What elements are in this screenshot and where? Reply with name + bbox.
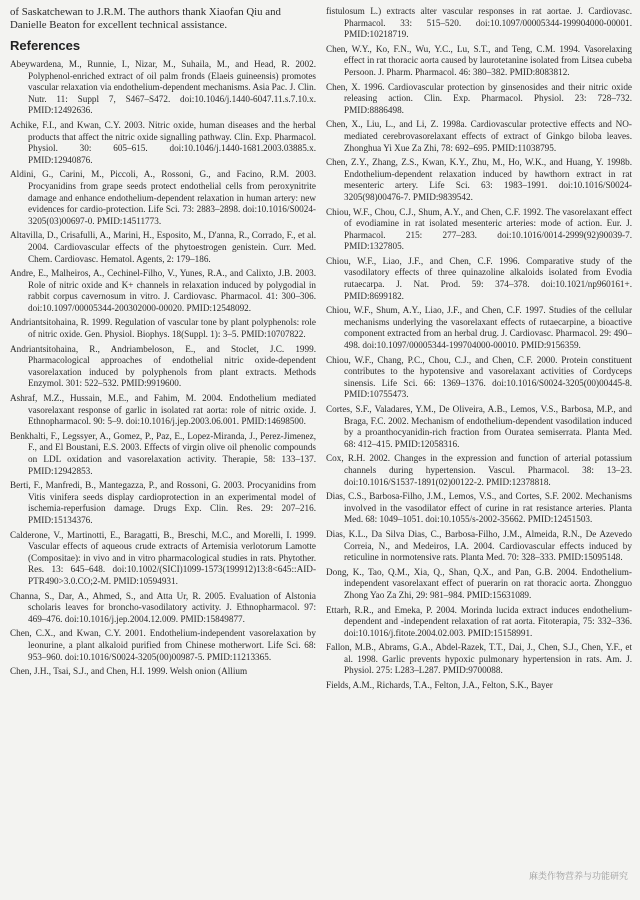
reference-entry: Chen, X. 1996. Cardiovascular protection by ginsenosides and their nitric oxide releasing action. Clin. Exp. Pharmacol. Physiol. 23: 728–732. PMID:8886498. — [326, 81, 632, 115]
reference-entry: Fields, A.M., Richards, T.A., Felton, J.A., Felton, S.K., Bayer — [326, 680, 553, 691]
left-column — [10, 6, 316, 900]
left-reference-list — [10, 59, 316, 678]
reference-entry: Chiou, W.F., Shum, A.Y., Liao, J.F., and Chen, C.F. 1997. Studies of the cellular mechanisms underlying the vasorelaxant effects of rutaecarpine, a bioactive component extracted from an herbal drug. J. Cardiovasc. Pharmacol. 29: 490–498. doi:10.1097/00005344-199704000-00010. PMID:9156359. — [326, 305, 632, 351]
reference-entry: Benkhalti, F., Legssyer, A., Gomez, P., Paz, E., Lopez-Miranda, J., Perez-Jimenez, F., and El Boustani, E.S. 2003. Effects of virgin olive oil phenolic compounds on LDL oxidation and vasorelaxation activity. Therapie, 58: 133–137. PMID:12942853. — [10, 430, 316, 476]
reference-entry: Calderone, V., Martinotti, E., Baragatti, B., Breschi, M.C., and Morelli, I. 1999. Vascular effects of aqueous crude extracts of Artemisia verlotorum Lamotte (Compositae): in vivo and in vitro pharmacological studies in rats. Phytother. Res. 13: 645–648. doi:10.1002/(SICI)1099-1573(199912)13:8<645::AID-PTR490>3.0.CO;2-M. PMID:10594931. — [10, 529, 316, 586]
reference-entry: Altavilla, D., Crisafulli, A., Marini, H., Esposito, M., D'anna, R., Corrado, F., et al. 2004. Cardiovascular effects of the phytoestrogen genistein. Curr. Med. Chem. Cardiovasc. Hematol. Agents, 2: 179–186. — [10, 230, 316, 264]
reference-entry: Fallon, M.B., Abrams, G.A., Abdel-Razek, T.T., Dai, J., Chen, S.J., Chen, Y.F., et al. 1998. Garlic prevents hypoxic pulmonary hypertension in rats. Am. J. Physiol. 275: L283–L287. PMID:9700088. — [326, 642, 632, 676]
two-column-layout — [10, 6, 632, 900]
reference-entry: Andriantsitohaina, R. 1999. Regulation of vascular tone by plant polyphenols: role of nitric oxide. Gen. Physiol. Biophys. 18(Suppl. 1): 3–5. PMID:10707822. — [10, 317, 316, 340]
watermark-text: 麻类作物营养与功能研究 — [528, 872, 628, 882]
reference-entry: Ettarh, R.R., and Emeka, P. 2004. Morinda lucida extract induces endothelium-dependent and -independent relaxation of rat aorta. Fitoterapia, 75: 332–336. doi:10.1016/j.fitote.2004.02.003. PMID:15158991. — [326, 604, 632, 638]
reference-entry: Ashraf, M.Z., Hussain, M.E., and Fahim, M. 2004. Endothelium mediated vasorelaxant response of garlic in isolated rat aorta: role of nitric oxide. J. Ethnopharmacol. 90: 5–9. doi:10.1016/j.jep.2003.06.001. PMID:14698500. — [10, 393, 316, 427]
reference-entry: Andre, E., Malheiros, A., Cechinel-Filho, V., Yunes, R.A., and Calixto, J.B. 2003. Role of nitric oxide and K+ channels in relaxation induced by polygodial in rabbit corpus cavernosum in vitro. J. Cardiovasc. Pharmacol. 41: 300–306. doi:10.1097/00005344-200302000-00020. PMID:12548092. — [10, 268, 316, 313]
references-heading: References — [10, 38, 81, 53]
acknowledgement-text: of Saskatchewan to J.R.M. The authors thank Xiaofan Qiu and Danielle Beaton for excellent technical assistance. — [10, 6, 281, 31]
reference-entry: Andriantsitohaina, R., Andriambeloson, E., and Stoclet, J.C. 1999. Pharmacological approaches of endothelial nitric oxide-dependent vasorelaxation induced by polyphenols from plant extracts. Methods Enzymol. 301: 522–532. PMID:9919600. — [10, 343, 316, 389]
reference-entry: Chiou, W.F., Chang, P.C., Chou, C.J., and Chen, C.F. 2000. Protein constituent contributes to the hypotensive and vasorelaxant activities of Cordyceps sinensis. Life Sci. 66: 1369–1376. doi:10.1016/S0024-3205(00)00445-8. PMID:10755473. — [326, 354, 632, 400]
reference-entry: Chen, X., Liu, L., and Li, Z. 1998a. Cardiovascular protective effects and NO-mediated cerebrovasorelaxant effects of extract of Ginkgo biloba leaves. Zhonghua Yi Xue Za Zhi, 78: 692–695. PMID:11038795. — [326, 119, 632, 153]
reference-entry: Chen, Z.Y., Zhang, Z.S., Kwan, K.Y., Zhu, M., Ho, W.K., and Huang, Y. 1998b. Endothelium-dependent relaxation induced by hawthorn extract in rat mesenteric artery. Life Sci. 63: 1983–1991. doi:10.1016/S0024-3205(98)00476-7. PMID:9839542. — [326, 157, 632, 202]
reference-entry: Chen, J.H., Tsai, S.J., and Chen, H.I. 1999. Welsh onion (Allium — [10, 666, 248, 677]
right-reference-list — [326, 6, 632, 692]
reference-entry: Abeywardena, M., Runnie, I., Nizar, M., Suhaila, M., and Head, R. 2002. Polyphenol-enriched extract of oil palm fronds (Elaeis guineensis) promotes vascular relaxation via endothelium-dependent mechanisms. Asia Pac. J. Clin. Nutr. 11: Suppl 7, S467–S472. doi:10.1046/j.1440-6047.11.s.7.10.x. PMID:12492636. — [10, 59, 316, 116]
right-column — [326, 6, 632, 900]
reference-entry: Cortes, S.F., Valadares, Y.M., De Oliveira, A.B., Lemos, V.S., Barbosa, M.P., and Braga, F.C. 2002. Mechanism of endothelium-dependent vasodilation induced by a proanthocyanidin-rich fraction from Ouratea semiserrata. Planta Med. 68: 412–415. PMID:12058316. — [326, 404, 632, 449]
reference-entry: Aldini, G., Carini, M., Piccoli, A., Rossoni, G., and Facino, R.M. 2003. Procyanidins from grape seeds protect endothelial cells from peroxynitrite damage and enhance endothelium-dependent relaxation in human artery: new evidences for cardio-protection. Life Sci. 73: 2883–2898. doi:10.1016/S0024-3205(03)00697-0. PMID:14511773. — [10, 169, 316, 226]
reference-entry: Chen, W.Y., Ko, F.N., Wu, Y.C., Lu, S.T., and Teng, C.M. 1994. Vasorelaxing effect in rat thoracic aorta caused by laurotetanine isolated from Litsea cubeba Persoon. J. Pharm. Pharmacol. 46: 380–382. PMID:8083812. — [326, 43, 632, 77]
reference-entry: Chiou, W.F., Liao, J.F., and Chen, C.F. 1996. Comparative study of the vasodilatory effects of three quinazoline alkaloids isolated from Evodia rutaecarpa. J. Nat. Prod. 59: 374–378. doi:10.1021/np960161+. PMID:8699182. — [326, 255, 632, 301]
reference-entry: Achike, F.I., and Kwan, C.Y. 2003. Nitric oxide, human diseases and the herbal products that affect the nitric oxide signalling pathway. Clin. Exp. Pharmacol. Physiol. 30: 605–615. doi:10.1046/j.1440-1681.2003.03885.x. PMID:12940876. — [10, 119, 316, 165]
reference-entry: Cox, R.H. 2002. Changes in the expression and function of arterial potassium channels during hypertension. Vascul. Pharmacol. 38: 13–23. doi:10.1016/S1537-1891(02)00122-2. PMID:12378818. — [326, 453, 632, 487]
reference-entry: fistulosum L.) extracts alter vascular responses in rat aortae. J. Cardiovasc. Pharmacol. 33: 515–520. doi:10.1097/00005344-199904000-00001. PMID:10218719. — [326, 6, 632, 40]
reference-entry: Chen, C.X., and Kwan, C.Y. 2001. Endothelium-independent vasorelaxation by leonurine, a plant alkaloid purified from Chinese motherwort. Life Sci. 68: 953–960. doi:10.1016/S0024-3205(00)00987-5. PMID:11213365. — [10, 628, 316, 662]
reference-entry: Dias, C.S., Barbosa-Filho, J.M., Lemos, V.S., and Cortes, S.F. 2002. Mechanisms involved in the vasodilator effect of curine in rat resistance arteries. Planta Med. 68: 1049–1051. doi:10.1055/s-2002-35662. PMID:12451503. — [326, 491, 632, 525]
reference-entry: Berti, F., Manfredi, B., Mantegazza, P., and Rossoni, G. 2003. Procyanidins from Vitis vinifera seeds display cardioprotection in an experimental model of ischemia-reperfusion damage. Drugs Exp. Clin. Res. 29: 207–216. PMID:15134376. — [10, 480, 316, 525]
reference-entry: Chiou, W.F., Chou, C.J., Shum, A.Y., and Chen, C.F. 1992. The vasorelaxant effect of evodiamine in rat isolated mesenteric arteries: mode of action. Eur. J. Pharmacol. 215: 277–283. doi:10.1016/0014-2999(92)90039-7. PMID:1327805. — [326, 206, 632, 252]
reference-entry: Channa, S., Dar, A., Ahmed, S., and Atta Ur, R. 2005. Evaluation of Alstonia scholaris leaves for broncho-vasodilatory activity. J. Ethnopharmacol. 97: 469–476. doi:10.1016/j.jep.2004.12.009. PMID:15849877. — [10, 590, 316, 624]
reference-entry: Dias, K.L., Da Silva Dias, C., Barbosa-Filho, J.M., Almeida, R.N., De Azevedo Correia, N., and Medeiros, I.A. 2004. Cardiovascular effects induced by reticuline in normotensive rats. Planta Med. 70: 328–333. PMID:15095148. — [326, 528, 632, 563]
reference-entry: Dong, K., Tao, Q.M., Xia, Q., Shan, Q.X., and Pan, G.B. 2004. Endothelium-independent vasorelaxant effect of puerarin on rat thoracic aorta. Zhongguo Zhong Yao Za Zhi, 29: 981–984. PMID:15631089. — [326, 566, 632, 600]
